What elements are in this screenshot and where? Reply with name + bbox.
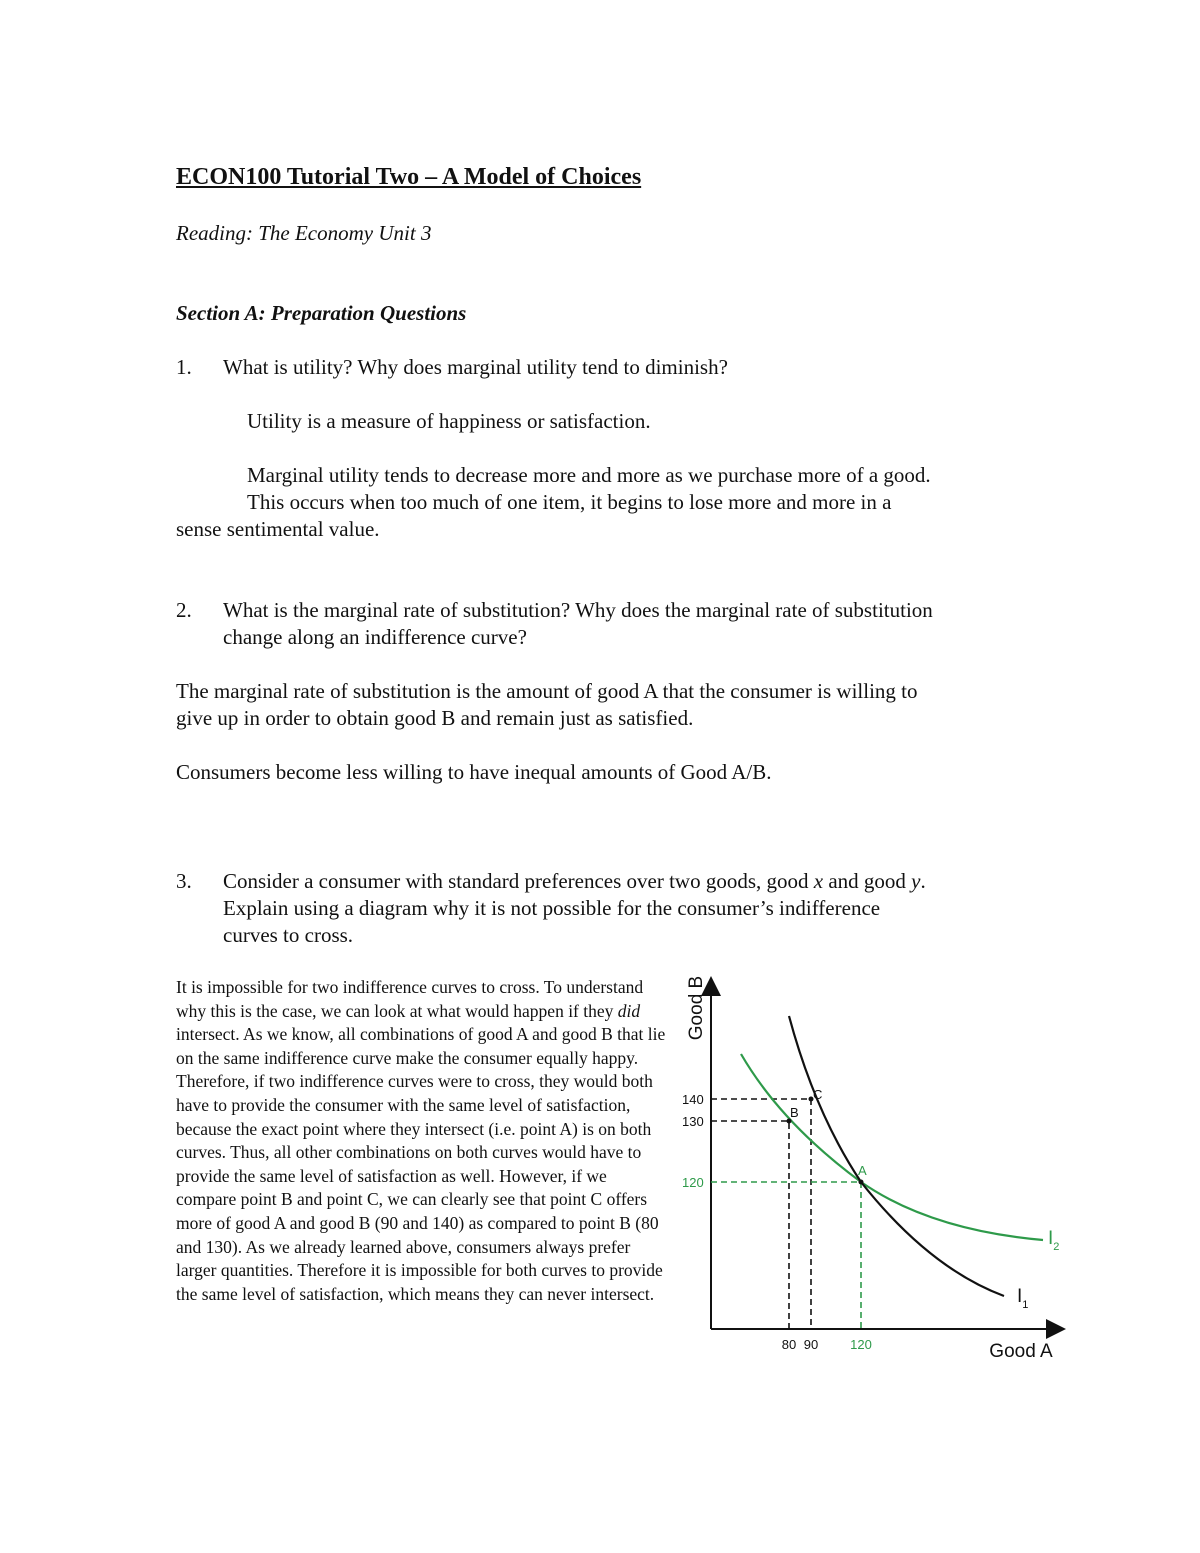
q3-text-line1: Consider a consumer with standard preferences over two goods, good x and good y.	[223, 869, 926, 893]
q3-text-line2: Explain using a diagram why it is not possible for the consumer’s indifference	[223, 896, 881, 920]
x-axis-label: Good A	[989, 1341, 1053, 1362]
curve-i2-label: $I_2$	[1048, 1228, 1060, 1253]
q2-number: 2.	[176, 598, 192, 622]
curve-i1	[789, 1016, 1004, 1296]
x-tick-120: 120	[850, 1337, 872, 1352]
y-tick-130: 130	[682, 1114, 704, 1129]
point-a-marker	[859, 1180, 864, 1185]
curve-i2	[741, 1054, 1043, 1240]
q2-answer1-line1: The marginal rate of substitution is the amount of good A that the consumer is willing to	[176, 679, 918, 703]
section-heading: Section A: Preparation Questions	[176, 301, 467, 325]
curve-i1-label: $I_1$	[1017, 1286, 1029, 1311]
point-c-label: C	[813, 1087, 823, 1102]
x-tick-80: 80	[781, 1337, 797, 1352]
guide-point-b	[711, 1121, 789, 1329]
q1-answer-line1: Utility is a measure of happiness or satisfaction.	[247, 409, 651, 433]
q1-answer-line4: sense sentimental value.	[176, 517, 380, 541]
x-tick-90: 90	[803, 1337, 819, 1352]
q2-answer2: Consumers become less willing to have inequal amounts of Good A/B.	[176, 760, 772, 784]
point-a-label: A	[858, 1163, 867, 1178]
y-axis-label: Good B	[686, 975, 707, 1041]
q1-number: 1.	[176, 355, 192, 379]
reading-reference: Reading: The Economy Unit 3	[176, 221, 432, 245]
q1-answer-line2: Marginal utility tends to decrease more and more as we purchase more of a good.	[247, 463, 931, 487]
q2-text-line1: What is the marginal rate of substitution? Why does the marginal rate of substitution	[223, 598, 933, 622]
q3-answer: It is impossible for two indifference curves to cross. To understand why this is the case, we can look at what would happen if they did intersect. As we know, all combinations of good A and good B that lie on the same indifference curve make the consumer equally happy. Therefore, if two indifference curves were to cross, they would both have to provide the consumer with the same level of satisfaction, because the exact point where they intersect (i.e. point A) is on both curves. Thus, all other combinations on both curves would have to provide the same level of satisfaction as well. However, if we compare point B and point C, we can clearly see that point C offers more of good A and good B (90 and 140) as compared to point B (80 and 130). As we already learned above, consumers always prefer larger quantities. Therefore it is impossible for both curves to provide the same level of satisfaction, which means they can never intersect.	[176, 977, 666, 1304]
indifference-curve-chart	[670, 968, 1070, 1368]
q2-answer1-line2: give up in order to obtain good B and remain just as satisfied.	[176, 706, 694, 730]
q1-answer-line3: This occurs when too much of one item, it begins to lose more and more in a	[247, 490, 892, 514]
guide-lines	[711, 1099, 861, 1329]
q1-text: What is utility? Why does marginal utility tend to diminish?	[223, 355, 728, 379]
q3-text-line3: curves to cross.	[223, 923, 354, 947]
document-title: ECON100 Tutorial Two – A Model of Choices	[176, 164, 642, 190]
q2-text-line2: change along an indifference curve?	[223, 625, 527, 649]
guide-point-a	[711, 1182, 861, 1329]
y-tick-140: 140	[682, 1092, 704, 1107]
y-tick-120: 120	[682, 1175, 704, 1190]
guide-point-c	[711, 1099, 811, 1329]
q3-number: 3.	[176, 869, 192, 893]
point-b-label: B	[790, 1105, 799, 1120]
